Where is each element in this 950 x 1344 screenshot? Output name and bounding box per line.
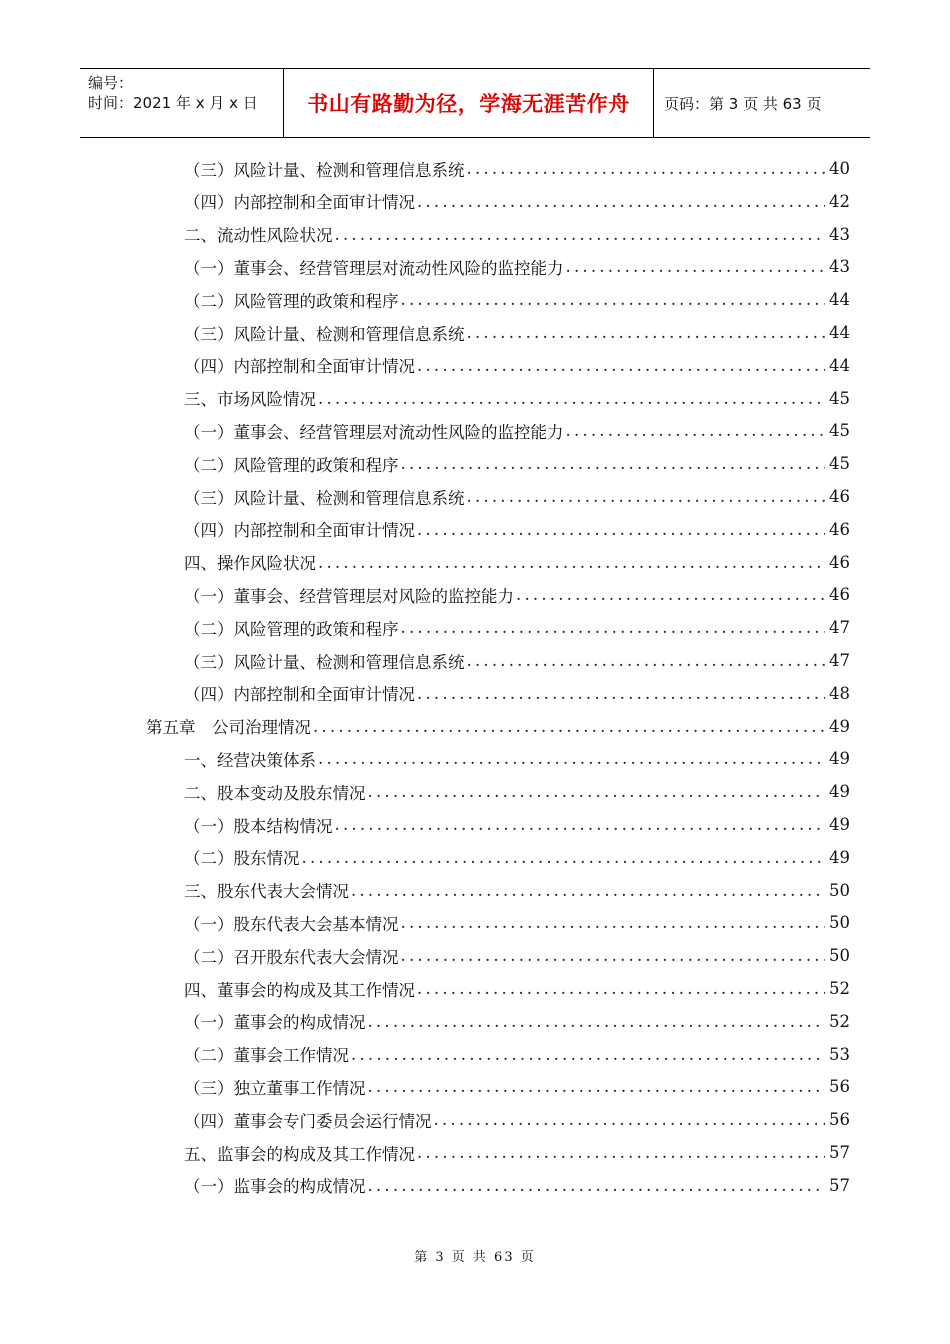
- toc-entry-title: 一、经营决策体系: [184, 750, 316, 770]
- toc-entry[interactable]: [184, 152, 850, 185]
- toc-entry-page-number: 47: [829, 618, 850, 638]
- toc-entry[interactable]: [184, 906, 850, 939]
- toc-entry[interactable]: [184, 874, 850, 907]
- toc-dot-leader: [399, 290, 826, 309]
- toc-entry[interactable]: [184, 1103, 850, 1136]
- toc-entry[interactable]: [184, 382, 850, 415]
- toc-entry-title: （二）风险管理的政策和程序: [184, 619, 399, 639]
- toc-entry-title: （一）股本结构情况: [184, 816, 333, 836]
- header-meta: [80, 69, 283, 137]
- toc-entry-page-number: 50: [829, 913, 850, 933]
- toc-entry-title: （二）风险管理的政策和程序: [184, 291, 399, 311]
- toc-entry-page-number: 45: [829, 454, 850, 474]
- toc-dot-leader: [432, 1110, 826, 1129]
- toc-entry-title: 三、市场风险情况: [184, 390, 316, 410]
- toc-dot-leader: [399, 946, 826, 965]
- toc-entry[interactable]: [184, 578, 850, 611]
- toc-entry-title: （一）股东代表大会基本情况: [184, 914, 399, 934]
- toc-dot-leader: [415, 192, 825, 211]
- toc-entry-title: 第五章 公司治理情况: [146, 718, 311, 738]
- toc-dot-leader: [333, 225, 826, 244]
- toc-dot-leader: [333, 815, 826, 834]
- toc-entry[interactable]: [184, 972, 850, 1005]
- toc-entry-title: （一）董事会、经营管理层对风险的监控能力: [184, 586, 514, 606]
- toc-entry[interactable]: [184, 546, 850, 579]
- toc-entry-title: 二、流动性风险状况: [184, 226, 333, 246]
- page-header: [80, 68, 870, 138]
- toc-entry[interactable]: [184, 349, 850, 382]
- page-footer: 第 3 页 共 63 页: [414, 1250, 536, 1265]
- toc-entry-title: （一）董事会、经营管理层对流动性风险的监控能力: [184, 422, 564, 442]
- toc-entry-page-number: 42: [829, 191, 850, 211]
- toc-entry[interactable]: [184, 808, 850, 841]
- toc-entry-title: （二）风险管理的政策和程序: [184, 455, 399, 475]
- toc-entry-page-number: 45: [829, 388, 850, 408]
- toc-dot-leader: [316, 553, 825, 572]
- toc-entry-page-number: 52: [829, 1011, 850, 1031]
- toc-entry-page-number: 47: [829, 651, 850, 670]
- toc-entry[interactable]: [184, 939, 850, 972]
- toc-dot-leader: [415, 520, 825, 539]
- toc-dot-leader: [415, 1143, 825, 1162]
- toc-entry-title: （一）董事会、经营管理层对流动性风险的监控能力: [184, 258, 564, 278]
- toc-entry-title: （三）风险计量、检测和管理信息系统: [184, 160, 465, 180]
- toc-entry-title: （四）内部控制和全面审计情况: [184, 521, 415, 541]
- toc-entry[interactable]: [184, 1070, 850, 1103]
- toc-entry-page-number: 49: [829, 847, 850, 867]
- toc-entry[interactable]: [184, 841, 850, 874]
- toc-entry-title: （三）独立董事工作情况: [184, 1078, 366, 1098]
- toc-entry[interactable]: [184, 283, 850, 316]
- toc-entry-page-number: 46: [829, 519, 850, 539]
- toc-entry-page-number: 44: [829, 323, 850, 342]
- toc-entry[interactable]: [184, 1169, 850, 1202]
- document-number-label: 编号：: [88, 74, 134, 92]
- toc-dot-leader: [316, 389, 825, 408]
- toc-dot-leader: [465, 159, 826, 178]
- toc-dot-leader: [465, 487, 826, 506]
- toc-entry[interactable]: [184, 1005, 850, 1038]
- toc-dot-leader: [311, 717, 825, 736]
- toc-dot-leader: [415, 684, 825, 703]
- toc-entry[interactable]: [184, 644, 850, 677]
- toc-entry-title: （二）股东情况: [184, 849, 300, 869]
- toc-entry-title: 五、监事会的构成及其工作情况: [184, 1144, 415, 1164]
- toc-dot-leader: [366, 782, 826, 801]
- toc-entry-title: （一）监事会的构成情况: [184, 1177, 366, 1197]
- toc-entry[interactable]: [184, 677, 850, 710]
- toc-entry[interactable]: [184, 414, 850, 447]
- toc-dot-leader: [415, 356, 825, 375]
- toc-entry-title: （三）风险计量、检测和管理信息系统: [184, 488, 465, 508]
- toc-entry[interactable]: [184, 1038, 850, 1071]
- toc-entry-page-number: 49: [829, 749, 850, 769]
- toc-dot-leader: [366, 1077, 826, 1096]
- toc-dot-leader: [415, 979, 825, 998]
- toc-entry-page-number: 56: [829, 1077, 850, 1097]
- toc-entry[interactable]: [184, 218, 850, 251]
- toc-entry-title: 三、股东代表大会情况: [184, 882, 349, 902]
- toc-dot-leader: [316, 749, 825, 768]
- toc-entry[interactable]: [146, 710, 850, 743]
- toc-entry-title: （三）风险计量、检测和管理信息系统: [184, 324, 465, 344]
- toc-dot-leader: [349, 1045, 825, 1064]
- toc-entry-title: （四）内部控制和全面审计情况: [184, 685, 415, 705]
- toc-entry-page-number: 43: [829, 257, 850, 277]
- toc-dot-leader: [349, 881, 825, 900]
- document-date-label: 时间：2021 年 x 月 x 日: [88, 94, 258, 112]
- toc-entry[interactable]: [184, 775, 850, 808]
- toc-entry-page-number: 46: [829, 487, 850, 506]
- toc-entry[interactable]: [184, 742, 850, 775]
- toc-entry-title: 四、操作风险状况: [184, 554, 316, 574]
- toc-dot-leader: [399, 913, 826, 932]
- toc-entry-page-number: 52: [829, 979, 850, 998]
- toc-entry-page-number: 56: [829, 1110, 850, 1130]
- toc-entry-page-number: 50: [829, 946, 850, 966]
- toc-entry-page-number: 57: [829, 1143, 850, 1162]
- toc-dot-leader: [300, 848, 826, 867]
- toc-dot-leader: [366, 1176, 826, 1195]
- toc-entry-page-number: 57: [829, 1175, 850, 1195]
- toc-entry[interactable]: [184, 447, 850, 480]
- toc-entry-page-number: 48: [829, 683, 850, 703]
- toc-dot-leader: [564, 421, 826, 440]
- toc-entry-page-number: 43: [829, 224, 850, 244]
- toc-entry-page-number: 53: [829, 1044, 850, 1064]
- toc-dot-leader: [465, 323, 826, 342]
- toc-entry-title: （四）内部控制和全面审计情况: [184, 193, 415, 213]
- toc-entry-page-number: 49: [829, 782, 850, 802]
- toc-entry-title: （一）董事会的构成情况: [184, 1013, 366, 1033]
- toc-entry-page-number: 49: [829, 815, 850, 834]
- toc-entry[interactable]: [184, 185, 850, 218]
- toc-dot-leader: [399, 454, 826, 473]
- toc-dot-leader: [514, 585, 825, 604]
- toc-entry-page-number: 46: [829, 552, 850, 572]
- toc-entry[interactable]: [184, 611, 850, 644]
- toc-entry-title: 二、股本变动及股东情况: [184, 783, 366, 803]
- toc-dot-leader: [399, 618, 826, 637]
- toc-entry[interactable]: [184, 1136, 850, 1169]
- toc-entry-page-number: 44: [829, 355, 850, 375]
- toc-entry[interactable]: [184, 316, 850, 349]
- toc-entry-title: （二）召开股东代表大会情况: [184, 947, 399, 967]
- toc-entry-page-number: 46: [829, 585, 850, 605]
- toc-entry-title: （二）董事会工作情况: [184, 1046, 349, 1066]
- toc-entry-page-number: 45: [829, 421, 850, 441]
- toc-entry[interactable]: [184, 250, 850, 283]
- toc-entry[interactable]: [184, 480, 850, 513]
- toc-entry[interactable]: [184, 513, 850, 546]
- toc-entry-page-number: 49: [829, 716, 850, 736]
- toc-entry-title: （四）内部控制和全面审计情况: [184, 357, 415, 377]
- toc-entry-page-number: 50: [829, 880, 850, 900]
- header-page-indicator: 页码：第 3 页 共 63 页: [664, 94, 822, 113]
- toc-entry-title: （四）董事会专门委员会运行情况: [184, 1111, 432, 1131]
- toc-entry-title: （三）风险计量、检测和管理信息系统: [184, 652, 465, 672]
- toc-entry-title: 四、董事会的构成及其工作情况: [184, 980, 415, 1000]
- toc-dot-leader: [465, 651, 826, 670]
- toc-dot-leader: [564, 257, 826, 276]
- toc-dot-leader: [366, 1012, 826, 1031]
- toc-entry-page-number: 44: [829, 290, 850, 310]
- header-motto: 书山有路勤为径，学海无涯苦作舟: [283, 69, 654, 137]
- toc-entry-page-number: 40: [829, 159, 850, 178]
